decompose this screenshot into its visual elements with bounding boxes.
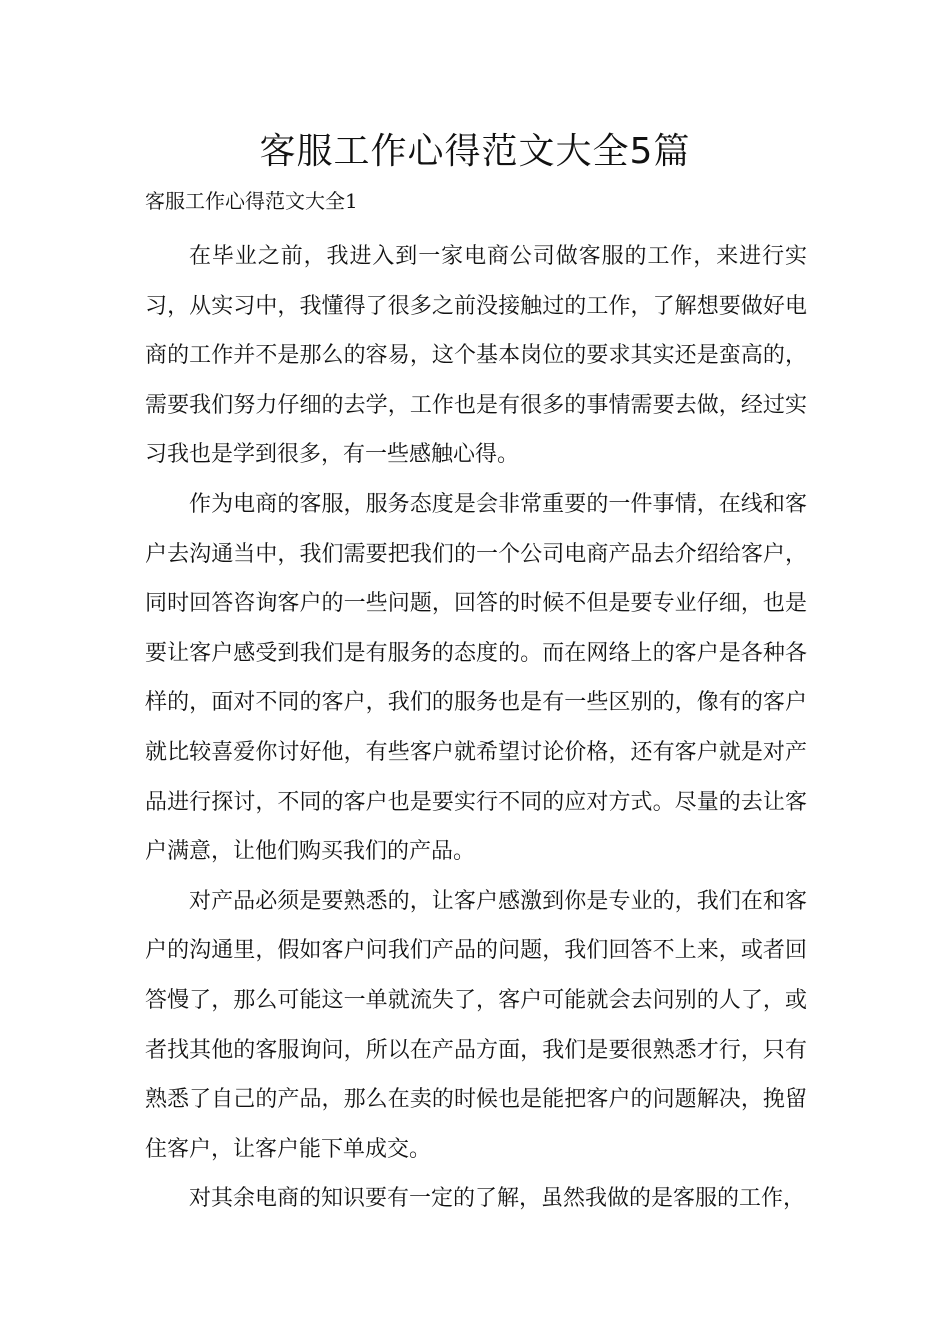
section-heading: 客服工作心得范文大全1 <box>145 189 358 213</box>
paragraph-1: 在毕业之前，我进入到一家电商公司做客服的工作，来进行实习，从实习中，我懂得了很多之前没接触过的工作，了解想要做好电商的工作并不是那么的容易，这个基本岗位的要求其实还是蛮高的，需要我们努力仔细的去学，工作也是有很多的事情需要去做，经过实习我也是学到很多，有一些感触心得。 <box>145 244 807 468</box>
document-body <box>145 232 807 1224</box>
paragraph-2: 作为电商的客服，服务态度是会非常重要的一件事情，在线和客户去沟通当中，我们需要把我们的一个公司电商产品去介绍给客户，同时回答咨询客户的一些问题，回答的时候不但是要专业仔细，也是要让客户感受到我们是有服务的态度的。而在网络上的客户是各种各样的，面对不同的客户，我们的服务也是有一些区别的，像有的客户就比较喜爱你讨好他，有些客户就希望讨论价格，还有客户就是对产品进行探讨，不同的客户也是要实行不同的应对方式。尽量的去让客户满意，让他们购买我们的产品。 <box>145 491 807 865</box>
paragraph-3: 对产品必须是要熟悉的，让客户感激到你是专业的，我们在和客户的沟通里，假如客户问我们产品的问题，我们回答不上来，或者回答慢了，那么可能这一单就流失了，客户可能就会去问别的人了，或者找其他的客服询问，所以在产品方面，我们是要很熟悉才行，只有熟悉了自己的产品，那么在卖的时候也是能把客户的问题解决，挽留住客户，让客户能下单成交。 <box>145 888 807 1162</box>
paragraph-4: 对其余电商的知识要有一定的了解，虽然我做的是客服的工作， <box>189 1186 806 1212</box>
document-title: 客服工作心得范文大全5篇 <box>259 131 691 172</box>
